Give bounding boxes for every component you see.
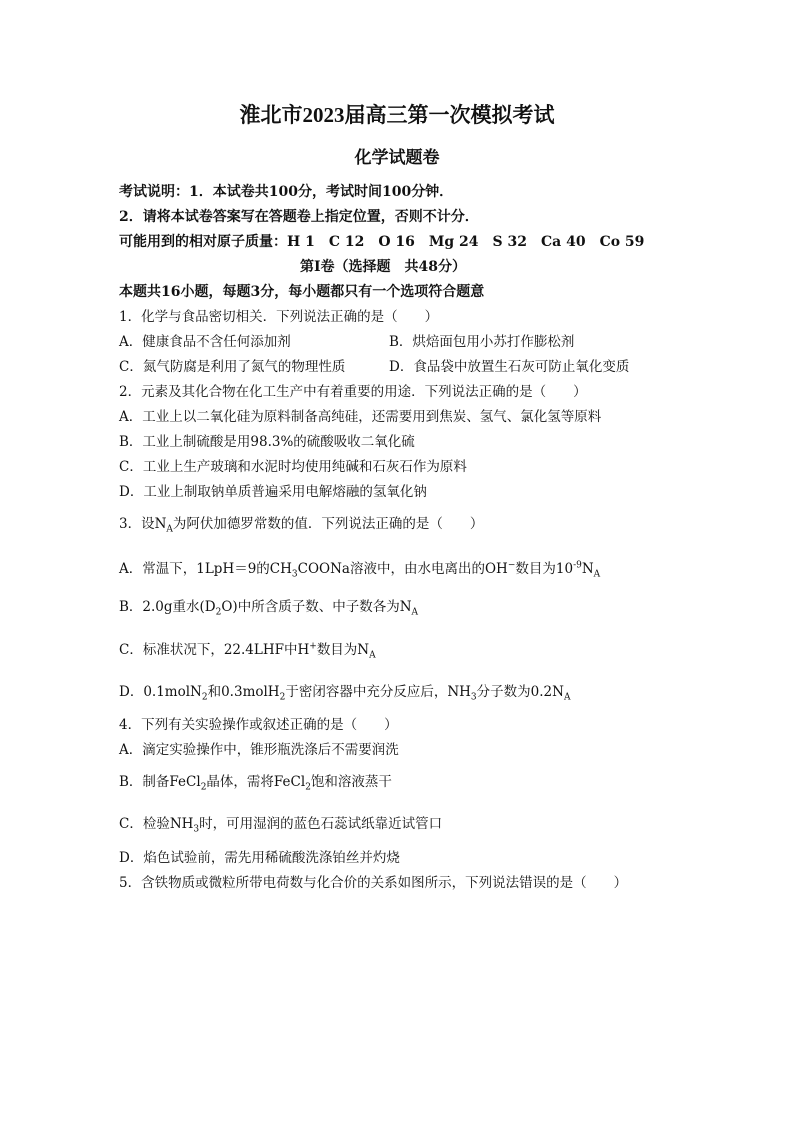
q3-stem-pre: 3．设N	[119, 516, 167, 532]
q3-d-text-4: 分子数为0.2N	[476, 684, 564, 700]
q4-c-text-1: C．检验NH	[119, 816, 194, 832]
q3-d-sub-3: 3	[470, 692, 477, 703]
q3-stem	[119, 515, 483, 533]
q1-option-c: C．氮气防腐是利用了氮气的物理性质	[119, 359, 346, 375]
q3-c-text-2: 数目为N	[316, 642, 370, 658]
q2-option-d: D．工业上制取钠单质普遍采用电解熔融的氢氧化钠	[119, 484, 427, 500]
q3-stem-sub: A	[166, 524, 173, 535]
q3-b-sub-2: A	[411, 607, 419, 618]
q3-d-text-3: 于密闭容器中充分反应后，NH	[285, 684, 471, 700]
q1-option-a: A．健康食品不含任何添加剂	[119, 334, 291, 350]
q4-b-sub-2: 2	[305, 782, 311, 793]
q2-option-b: B．工业上制硫酸是用98.3%的硫酸吸收二氧化硫	[119, 434, 415, 450]
q3-a-text-4: N	[581, 561, 594, 577]
q4-option-d: D．焰色试验前，需先用稀硫酸洗涤铂丝并灼烧	[119, 850, 400, 866]
q3-a-sub-1: 3	[291, 569, 298, 580]
q3-option-b	[119, 598, 418, 616]
q2-stem: 2．元素及其化合物在化工生产中有着重要的用途．下列说法正确的是（ ）	[119, 384, 587, 400]
q3-a-text-3: 数目为10	[515, 561, 574, 577]
q3-d-text-2: 和0.3molH	[207, 684, 280, 700]
q1-option-b: B．烘焙面包用小苏打作膨松剂	[389, 334, 575, 350]
q4-option-a: A．滴定实验操作中，锥形瓶洗涤后不需要润洗	[119, 742, 399, 758]
q3-a-sup-1: −	[507, 560, 516, 571]
q3-a-sup-2: -9	[573, 560, 582, 571]
q4-option-b	[119, 773, 392, 791]
q2-option-c: C．工业上生产玻璃和水泥时均使用纯碱和石灰石作为原料	[119, 459, 467, 475]
q4-b-sub-1: 2	[200, 782, 207, 793]
instruction-line-2: 2．请将本试卷答案写在答题卷上指定位置，否则不计分．	[119, 209, 479, 225]
section-intro: 本题共16小题，每题3分，每小题都只有一个选项符合题意	[119, 284, 485, 300]
q3-option-d	[119, 683, 570, 701]
q4-stem: 4．下列有关实验操作或叙述正确的是（ ）	[119, 717, 398, 733]
q3-a-text-1: A．常温下，1LpH＝9的CH	[119, 561, 292, 577]
q4-b-text-2: 晶体，需将FeCl	[206, 774, 306, 790]
q3-b-text-2: O)中所含质子数、中子数各为N	[221, 599, 412, 615]
q3-d-text-1: D．0.1molN	[119, 684, 202, 700]
q3-d-sub-4: A	[563, 692, 571, 703]
exam-subtitle: 化学试题卷	[354, 148, 440, 167]
q3-d-sub-2: 2	[279, 692, 286, 703]
q3-d-sub-1: 2	[201, 692, 208, 703]
q3-option-c	[119, 641, 376, 659]
atomic-masses: 可能用到的相对原子质量：H 1 C 12 O 16 Mg 24 S 32 Ca 40 Co 59	[119, 234, 645, 250]
section-title: 第Ⅰ卷（选择题 共48分）	[300, 259, 467, 275]
instruction-line-1: 考试说明：1．本试卷共100分，考试时间100分钟．	[119, 184, 454, 200]
q1-option-d: D．食品袋中放置生石灰可防止氧化变质	[389, 359, 630, 375]
q4-option-c	[119, 815, 442, 833]
q1-stem: 1．化学与食品密切相关．下列说法正确的是（ ）	[119, 309, 439, 325]
q3-c-text-1: C．标准状况下，22.4LHF中H	[119, 642, 310, 658]
q3-a-sub-2: A	[593, 569, 601, 580]
q4-c-text-2: 时，可用湿润的蓝色石蕊试纸靠近试管口	[199, 816, 443, 832]
q3-b-text-1: B．2.0g重水(D	[119, 599, 216, 615]
q4-b-text-3: 饱和溶液蒸干	[310, 774, 392, 790]
q3-c-sup: +	[309, 641, 317, 652]
q3-a-text-2: COONa溶液中，由水电离出的OH	[297, 561, 508, 577]
exam-title: 淮北市2023届高三第一次模拟考试	[239, 103, 555, 127]
q3-option-a	[119, 560, 600, 578]
q3-c-sub: A	[369, 650, 376, 661]
q5-stem: 5．含铁物质或微粒所带电荷数与化合价的关系如图所示，下列说法错误的是（ ）	[119, 875, 628, 891]
q4-b-text-1: B．制备FeCl	[119, 774, 201, 790]
q3-stem-post: 为阿伏加德罗常数的值．下列说法正确的是（ ）	[172, 516, 484, 532]
q4-c-sub: 3	[193, 824, 200, 835]
q3-b-sub-1: 2	[215, 607, 222, 618]
q2-option-a: A．工业上以二氧化硅为原料制备高纯硅，还需要用到焦炭、氢气、氯化氢等原料	[119, 409, 602, 425]
